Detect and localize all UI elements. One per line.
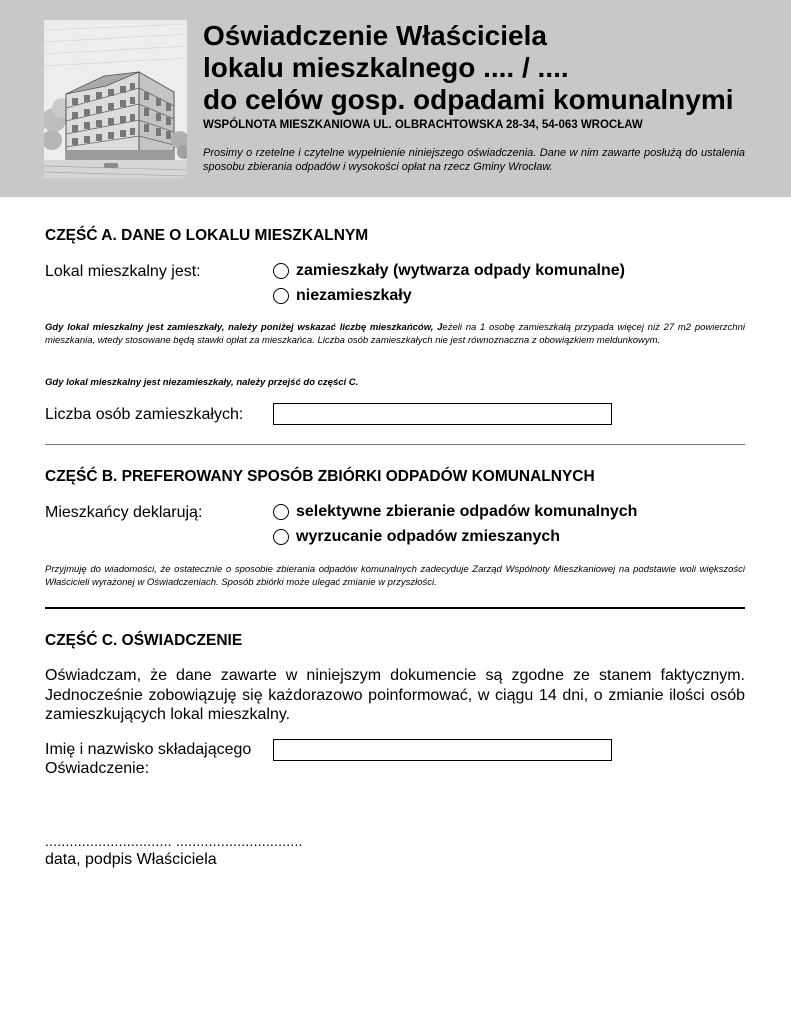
divider xyxy=(45,444,745,445)
signature-line[interactable]: ............................... ............................... xyxy=(45,833,303,849)
radio-icon[interactable] xyxy=(273,263,289,279)
building-sketch-icon xyxy=(44,20,187,178)
radio-icon[interactable] xyxy=(273,529,289,545)
section-a-title: CZĘŚĆ A. DANE O LOKALU MIESZKALNYM xyxy=(45,227,369,244)
title-line-3: do celów gosp. odpadami komunalnymi xyxy=(203,84,734,115)
name-field[interactable] xyxy=(273,739,612,761)
option-occupied[interactable] xyxy=(273,262,625,280)
unit-status-label: Lokal mieszkalny jest: xyxy=(45,263,201,280)
occupied-note-rest: eżeli na 1 osobę zamieszkałą przypada więcej niż 27 m2 powierzchni mieszkania, wtedy stosowane będą stawki opłat za mieszkańca. Liczba osób zamieszkałych nie jest równoznaczna z obowiązkiem meldunkowym. xyxy=(45,322,745,346)
radio-icon[interactable] xyxy=(273,504,289,520)
option-unoccupied-label: niezamieszkały xyxy=(296,287,412,304)
radio-icon[interactable] xyxy=(273,288,289,304)
declaration-text: Oświadczam, że dane zawarte w niniejszym dokumencie są zgodne ze stanem faktycznym. Jednocześnie zobowiązuję się każdorazowo poinformować, w ciągu 14 dni, o zmianie ilości osób zamieszkujących lokal mieszkalny. xyxy=(45,667,745,723)
occupied-note xyxy=(45,321,745,347)
residents-count-field[interactable] xyxy=(273,403,612,425)
occupied-note-bold: Gdy lokal mieszkalny jest zamieszkały, należy poniżej wskazać liczbę mieszkańców, J xyxy=(45,322,443,333)
community-address: WSPÓLNOTA MIESZKANIOWA UL. OLBRACHTOWSKA 28-34, 54-063 WROCŁAW xyxy=(203,119,643,131)
document-header xyxy=(0,0,791,197)
divider xyxy=(45,607,745,609)
option-selective[interactable] xyxy=(273,503,637,521)
section-b-title: CZĘŚĆ B. PREFEROWANY SPOSÓB ZBIÓRKI ODPADÓW KOMUNALNYCH xyxy=(45,468,595,485)
unoccupied-note: Gdy lokal mieszkalny jest niezamieszkały, należy przejść do części C. xyxy=(45,377,359,388)
title-line-1: Oświadczenie Właściciela xyxy=(203,20,547,51)
collection-note: Przyjmuję do wiadomości, że ostatecznie o sposobie zbierania odpadów komunalnych zadecyduje Zarząd Wspólnoty Mieszkaniowej na podstawie woli większości Właścicieli wyrażonej w Oświadczeniach. Sposób zbiórki może ulegać zmianie w przyszłości. xyxy=(45,564,745,588)
option-mixed[interactable] xyxy=(273,528,560,546)
option-occupied-label: zamieszkały (wytwarza odpady komunalne) xyxy=(296,262,625,279)
option-selective-label: selektywne zbieranie odpadów komunalnych xyxy=(296,503,638,520)
signature-caption: data, podpis Właściciela xyxy=(45,851,217,868)
option-unoccupied[interactable] xyxy=(273,287,412,305)
option-mixed-label: wyrzucanie odpadów zmieszanych xyxy=(296,528,561,545)
section-c-title: CZĘŚĆ C. OŚWIADCZENIE xyxy=(45,632,243,649)
residents-declare-label: Mieszkańcy deklarują: xyxy=(45,504,203,521)
title-line-2: lokalu mieszkalnego .... / .... xyxy=(203,52,569,83)
name-label-line-1: Imię i nazwisko składającego xyxy=(45,741,252,758)
name-label xyxy=(45,740,251,778)
residents-count-label: Liczba osób zamieszkałych: xyxy=(45,406,244,423)
name-label-line-2: Oświadczenie: xyxy=(45,760,150,777)
intro-text: Prosimy o rzetelne i czytelne wypełnienie niniejszego oświadczenia. Dane w nim zawarte posłużą do ustalenia sposobu zbierania odpadów i wysokości opłat na rzecz Gminy Wrocław. xyxy=(203,147,745,173)
document-title xyxy=(203,20,763,116)
